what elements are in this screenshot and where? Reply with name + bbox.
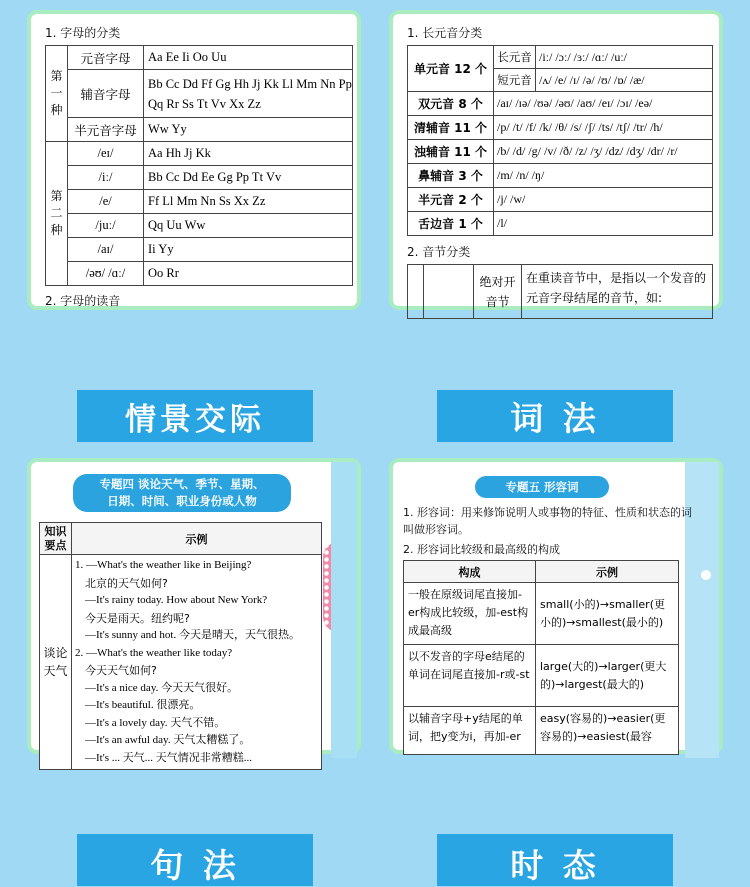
sub-label: 长元音 [494, 46, 536, 69]
topic-cell: 谈论天气 [40, 555, 72, 770]
topic-title-line: 日期、时间、职业身份或人物 [107, 494, 257, 508]
weather-topic-card [27, 458, 361, 764]
row-label: 清辅音 11 个 [408, 116, 494, 140]
row-label: 辅音字母 [68, 70, 144, 118]
example-line: 1. —What's the weather like in Beijing? [75, 559, 252, 571]
banner-morphology [437, 390, 673, 442]
row-value: Ff Ll Mm Nn Ss Xx Zz [144, 190, 353, 214]
rule-cell: 以辅音字母+y结尾的单词，把y变为i，再加-er [404, 707, 536, 755]
syllable-label: 绝对开音节 [474, 265, 522, 319]
row-label: 单元音 12 个 [408, 46, 494, 92]
group-label: 第 二 种 [46, 142, 68, 286]
rule-cell: 一般在原级词尾直接加-er构成比较级，加-est构成最高级 [404, 583, 536, 645]
phonetic-classification-card [389, 10, 723, 310]
example-cell: large(大的)→larger(更大的)→largest(最大的) [536, 645, 679, 707]
example-line: —It's a lovely day. 天气不错。 [85, 716, 226, 729]
row-label: 半元音 2 个 [408, 188, 494, 212]
example-line: —It's an awful day. 天气太糟糕了。 [85, 734, 251, 746]
row-value: /aɪ/ /ɪə/ /ʊə/ /əʊ/ /aʊ/ /eɪ/ /ɔɪ/ /eə/ [494, 92, 713, 116]
row-label: /aɪ/ [68, 238, 144, 262]
letter-classification-card [27, 10, 361, 310]
banner-situational [77, 390, 313, 442]
example-line: —It's a nice day. 今天天气很好。 [85, 681, 239, 694]
banner-text: 情景交际 [125, 401, 265, 438]
row-label: 半元音字母 [68, 118, 144, 142]
examples-cell [72, 555, 322, 770]
blank-cell [408, 265, 424, 319]
row-value: Ww Yy [144, 118, 353, 142]
row-value: Qq Uu Ww [144, 214, 353, 238]
row-value: /l/ [494, 212, 713, 236]
row-value: /p/ /t/ /f/ /k/ /θ/ /s/ /ʃ/ /ts/ /tʃ/ /tr/ /h/ [494, 116, 713, 140]
col-header: 构成 [404, 561, 536, 583]
letter-table [45, 45, 353, 286]
banner-syntax [77, 834, 313, 886]
syllable-table [407, 264, 713, 319]
example-line: —It's beautiful. 很漂亮。 [85, 699, 201, 711]
banner-text: 词 法 [510, 398, 600, 438]
row-label: /iː/ [68, 166, 144, 190]
adjective-table [403, 560, 679, 755]
example-line: 2. —What's the weather like today? [75, 646, 233, 659]
topic-title-line: 专题四 谈论天气、季节、星期、 [99, 477, 265, 491]
example-line: 今天是雨天。纽约呢? [85, 611, 190, 625]
sub-label: 短元音 [494, 69, 536, 92]
row-label: 双元音 8 个 [408, 92, 494, 116]
example-line: 今天天气如何? [85, 664, 157, 677]
row-label: /e/ [68, 190, 144, 214]
example-cell: easy(容易的)→easier(更容易的)→easiest(最容 [536, 707, 679, 755]
row-value: Bb Cc Dd Ff Gg Hh Jj Kk Ll Mm Nn Pp Qq Rr Ss Tt Vv Xx Zz [144, 70, 353, 118]
section-heading: 2. 字母的读音 [45, 294, 121, 308]
rule-cell: 以不发音的字母e结尾的单词在词尾直接加-r或-st [404, 645, 536, 707]
section-heading: 1. 字母的分类 [45, 26, 121, 40]
row-value: /b/ /d/ /g/ /v/ /ð/ /z/ /ʒ/ /dz/ /dʒ/ /dr/ /r/ [494, 140, 713, 164]
row-value: Aa Hh Jj Kk [144, 142, 353, 166]
row-value: /ʌ/ /e/ /ɪ/ /ə/ /ʊ/ /ɒ/ /æ/ [536, 69, 713, 92]
deco-dot [701, 570, 711, 580]
example-line: —It's ... 天气... 天气情况非常糟糕... [85, 751, 252, 764]
row-value: Aa Ee Ii Oo Uu [144, 46, 353, 70]
syllable-desc: 在重读音节中，是指以一个发音的元音字母结尾的音节，如: [522, 265, 713, 319]
blank-cell [424, 265, 474, 319]
row-value: Bb Cc Dd Ee Gg Pp Tt Vv [144, 166, 353, 190]
row-value: /iː/ /ɔː/ /ɜː/ /ɑː/ /uː/ [536, 46, 713, 69]
section-heading: 1. 长元音分类 [407, 26, 483, 40]
section-heading: 2. 形容词比较级和最高级的构成 [403, 543, 560, 556]
row-label: 鼻辅音 3 个 [408, 164, 494, 188]
banner-text: 时 态 [510, 846, 600, 885]
section-heading: 2. 音节分类 [407, 245, 471, 259]
phonetic-table [407, 45, 713, 236]
col-header: 知识要点 [40, 523, 72, 555]
row-value: Oo Rr [144, 262, 353, 286]
blue-deco [331, 462, 357, 758]
example-line: —It's sunny and hot. 今天是晴天，天气很热。 [85, 629, 300, 641]
banner-text: 句 法 [150, 846, 240, 885]
weather-table [39, 522, 322, 770]
topic-title-pill [73, 474, 291, 512]
row-value: Ii Yy [144, 238, 353, 262]
row-label: 浊辅音 11 个 [408, 140, 494, 164]
row-value: /m/ /n/ /ŋ/ [494, 164, 713, 188]
example-line: 北京的天气如何? [85, 576, 168, 590]
group-label: 第 一 种 [46, 46, 68, 142]
col-header: 示例 [72, 523, 322, 555]
adjective-topic-card [389, 458, 723, 754]
row-label: /juː/ [68, 214, 144, 238]
row-label: 元音字母 [68, 46, 144, 70]
example-line: —It's rainy today. How about New York? [85, 594, 268, 606]
row-label: /əʊ/ /ɑː/ [68, 262, 144, 286]
col-header: 示例 [536, 561, 679, 583]
row-label: 舌边音 1 个 [408, 212, 494, 236]
banner-tense [437, 834, 673, 886]
topic-title-pill: 专题五 形容词 [475, 476, 609, 498]
definition-text: 1. 形容词：用来修饰说明人或事物的特征、性质和状态的词叫做形容词。 [403, 506, 692, 536]
row-value: /j/ /w/ [494, 188, 713, 212]
example-cell: small(小的)→smaller(更小的)→smallest(最小的) [536, 583, 679, 645]
row-label: /eɪ/ [68, 142, 144, 166]
